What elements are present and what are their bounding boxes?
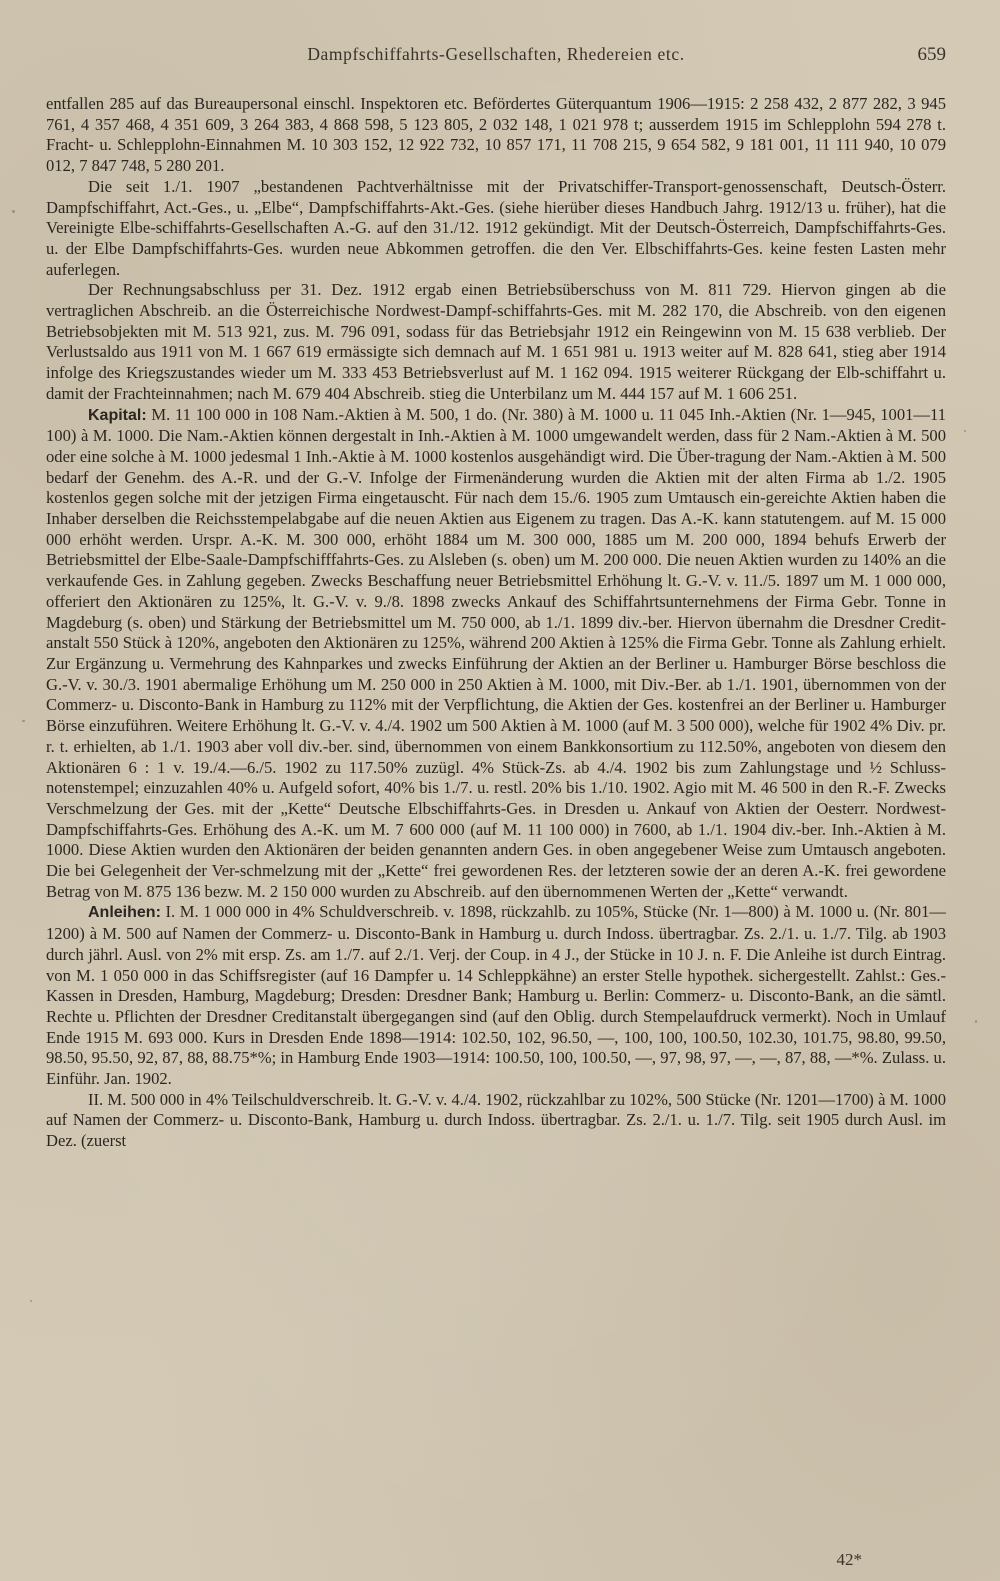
paragraph-annual-accounts xyxy=(46,280,946,404)
paragraph-text: Die seit 1./1. 1907 „bestandenen Pachtverhältnisse mit der Privatschiffer-Transport-genossenschaft, Deutsch-Österr. Dampfschiffahrt, Act.-Ges., u. „Elbe“, Dampfschiffahrts-Akt.-Ges. (siehe hierüber dieses Handbuch Jahrg. 1912/13 u. früher), hat die Vereinigte Elbe-schiffahrts-Gesellschaften A.-G. auf den 31./12. 1912 gekündigt. Mit der Deutsch-Österreich, Dampfschiffahrts-Ges. u. der Elbe Dampfschiffahrts-Ges. wurden neue Abkommen getroffen. die den Ver. Elbschiffahrts-Ges. keine festen Lasten mehr auferlegen. xyxy=(46,176,946,279)
signature-mark: 42* xyxy=(836,1550,862,1569)
paper-speck xyxy=(12,210,15,213)
paper-speck xyxy=(964,430,966,432)
paper-speck xyxy=(30,1300,32,1302)
paragraph-text: entfallen 285 auf das Bureaupersonal einschl. Inspektoren etc. Befördertes Güterquantum 1906—1915: 2 258 432, 2 877 282, 3 945 761, 4 357 468, 4 351 609, 3 264 383, 4 868 598, 5 123 805, 2 032 148, 1 021 978 t; ausserdem 1915 im Schlepplohn 594 278 t. Fracht- u. Schlepplohn-Einnahmen M. 10 303 152, 12 922 732, 10 857 171, 11 708 215, 9 654 582, 9 181 001, 11 111 940, 10 079 012, 7 847 748, 5 280 201. xyxy=(46,94,946,176)
paragraph-lease-agreements xyxy=(46,177,946,281)
paragraph-text: Der Rechnungsabschluss per 31. Dez. 1912 ergab einen Betriebsüberschuss von M. 811 729. Hiervon gingen ab die vertraglichen Abschreib. an die Österreichische Nordwest-Dampf-schiffahrts-Ges. mit M. 282 170, die Abschreib. von den eigenen Betriebsobjekten mit M. 513 921, zus. M. 796 091, sodass für das Betriebsjahr 1912 ein Reingewinn von M. 15 638 verblieb. Der Verlustsaldo aus 1911 von M. 1 667 619 ermässigte sich demnach auf M. 1 651 981 u. 1913 weiter auf M. 828 641, stieg aber 1914 infolge des Kriegszustandes wieder um M. 333 453 Betriebsverlust auf M. 1 162 094. 1915 weiterer Rückgang der Elb-schiffahrt u. damit der Frachteinnahmen; nach M. 679 404 Abschreib. stieg die Unterbilanz um M. 444 157 auf M. 1 606 251. xyxy=(46,280,946,403)
paragraph-loan-two xyxy=(46,1090,946,1152)
paragraph-capital xyxy=(46,405,946,903)
paragraph-loans xyxy=(46,902,946,1089)
capital-heading: Kapital: xyxy=(88,406,147,424)
paper-speck xyxy=(975,1020,977,1023)
paragraph-text: II. M. 500 000 in 4% Teilschuldverschreib. lt. G.-V. v. 4./4. 1902, rückzahlbar zu 102%, 500 Stücke (Nr. 1201—1700) à M. 1000 auf Namen der Commerz- u. Disconto-Bank, Hamburg u. durch Indoss. übertragbar. Zs. 2./1. u. 1./7. Tilg. seit 1905 durch Ausl. im Dez. (zuerst xyxy=(46,1089,946,1151)
running-head: Dampfschiffahrts-Gesellschaften, Rhedereien etc. xyxy=(307,44,685,64)
paragraph-transport-figures xyxy=(46,94,946,177)
paper-speck xyxy=(22,720,25,722)
loans-heading: Anleihen: xyxy=(88,904,161,922)
body-text xyxy=(46,94,946,1152)
paragraph-text: M. 11 100 000 in 108 Nam.-Aktien à M. 500, 1 do. (Nr. 380) à M. 1000 u. 11 045 Inh.-Aktien (Nr. 1—945, 1001—11 100) à M. 1000. Die Nam.-Aktien können dergestalt in Inh.-Aktien à M. 1000 umgewandelt werden, dass für 2 Nam.-Aktien à M. 500 oder eine solche à M. 1000 jedesmal 1 Inh.-Aktie à M. 1000 kostenlos ausgehändigt wird. Die Über-tragung der Nam.-Aktien à M. 500 bedarf der Genehm. des A.-R. und der G.-V. Infolge der Firmenänderung wurden die Aktien mit der alten Firma ab 1./2. 1905 kostenlos gegen solche mit der jetzigen Firma eingetauscht. Für nach dem 15./6. 1905 zum Umtausch ein-gereichte Aktien haben die Inhaber derselben die Reichsstempelabgabe auf die neuen Aktien aus Eigenem zu tragen. Das A.-K. kann statutengem. auf M. 15 000 000 erhöht werden. Urspr. A.-K. M. 300 000, erhöht 1884 um M. 300 000, 1885 um M. 200 000, 1894 behufs Erwerb der Betriebsmittel der Elbe-Saale-Dampfschifffahrts-Ges. zu Alsleben (s. oben) um M. 200 000. Die neuen Aktien wurden zu 140% an die verkaufende Ges. in Zahlung gegeben. Zwecks Beschaffung neuer Betriebsmittel Erhöhung lt. G.-V. v. 11./5. 1897 um M. 1 000 000, offeriert den Aktionären zu 125%, lt. G.-V. v. 9./8. 1898 zwecks Ankauf des Schiffahrtsunternehmens der Firma Gebr. Tonne in Magdeburg (s. oben) und Stärkung der Betriebsmittel um M. 750 000, ab 1./1. 1899 div.-ber. Hiervon übernahm die Dresdner Credit-anstalt 550 Stück à 120%, angeboten den Aktionären zu 125%, während 200 Aktien à 125% die Firma Gebr. Tonne als Zahlung erhielt. Zur Ergänzung u. Vermehrung des Kahnparkes und zwecks Einführung der Aktien an der Berliner u. Hamburger Börse beschloss die G.-V. v. 30./3. 1901 abermalige Erhöhung um M. 250 000 in 250 Aktien à M. 1000, mit Div.-Ber. ab 1./1. 1901, übernommen von der Commerz- u. Disconto-Bank in Hamburg zu 112% mit der Verpflichtung, die Aktien der Ges. kostenfrei an der Berliner u. Hamburger Börse einzuführen. Weitere Erhöhung lt. G.-V. v. 4./4. 1902 um 500 Aktien à M. 1000 (auf M. 3 500 000), welche für 1902 4% Div. pr. r. t. erhielten, ab 1./1. 1903 aber voll div.-ber. sind, übernommen von einem Bankkonsortium zu 112.50%, angeboten von diesem den Aktionären 6 : 1 v. 19./4.—6./5. 1902 zu 117.50% zuzügl. 4% Stück-Zs. ab 4./4. 1902 bis zum Zahlungstage und ½ Schluss-notenstempel; einzuzahlen 40% u. Aufgeld sofort, 40% bis 1./7. u. restl. 20% bis 1./10. 1902. Agio mit M. 46 500 in den R.-F. Zwecks Verschmelzung der Ges. mit der „Kette“ Deutsche Elbschiffahrts-Ges. in Dresden u. Ankauf von Aktien der Oesterr. Nordwest-Dampfschiffahrts-Ges. Erhöhung des A.-K. um M. 7 600 000 (auf M. 11 100 000) in 7600, ab 1./1. 1904 div.-ber. Inh.-Aktien à M. 1000. Diese Aktien wurden den Aktionären der beiden genannten andern Ges. in oben angegebener Weise zum Umtausch angeboten. Die bei Gelegenheit der Ver-schmelzung mit der „Kette“ frei gewordenen Res. der letzteren sowie der an deren A.-K. frei gewordene Betrag von M. 875 136 bezw. M. 2 150 000 wurden zu Abschreib. auf den übernommenen Werten der „Kette“ verwandt. xyxy=(46,404,946,901)
page-number: 659 xyxy=(917,44,946,65)
page-header xyxy=(46,44,946,68)
paragraph-text: I. M. 1 000 000 in 4% Schuldverschreib. v. 1898, rückzahlb. zu 105%, Stücke (Nr. 1—800) à M. 1000 u. (Nr. 801—1200) à M. 500 auf Namen der Commerz- u. Disconto-Bank in Hamburg u. durch Indoss. übertragbar. Zs. 2./1. u. 1./7. Tilg. ab 1903 durch jährl. Ausl. von 2% mit ersp. Zs. am 1./7. auf 2./1. Verj. der Coup. in 4 J., der Stücke in 10 J. n. F. Die Anleihe ist durch Eintrag. von M. 1 050 000 in das Schiffsregister (auf 16 Dampfer u. 14 Schleppkähne) an erster Stelle hypothek. sichergestellt. Zahlst.: Ges.-Kassen in Dresden, Hamburg, Magdeburg; Dresden: Dresdner Bank; Hamburg u. Berlin: Commerz- u. Disconto-Bank, an die sämtl. Rechte u. Pflichten der Dresdner Creditanstalt übergegangen sind (auf den Oblig. durch Stempelaufdruck vermerkt). Noch in Umlauf Ende 1915 M. 693 000. Kurs in Dresden Ende 1898—1914: 102.50, 102, 96.50, —, 100, 100, 100.50, 102.30, 101.75, 98.80, 99.50, 98.50, 95.50, 92, 87, 88, 88.75*%; in Hamburg Ende 1903—1914: 100.50, 100, 100.50, —, 97, 98, 97, —, —, 87, 88, —*%. Zulass. u. Einführ. Jan. 1902. xyxy=(46,902,946,1089)
